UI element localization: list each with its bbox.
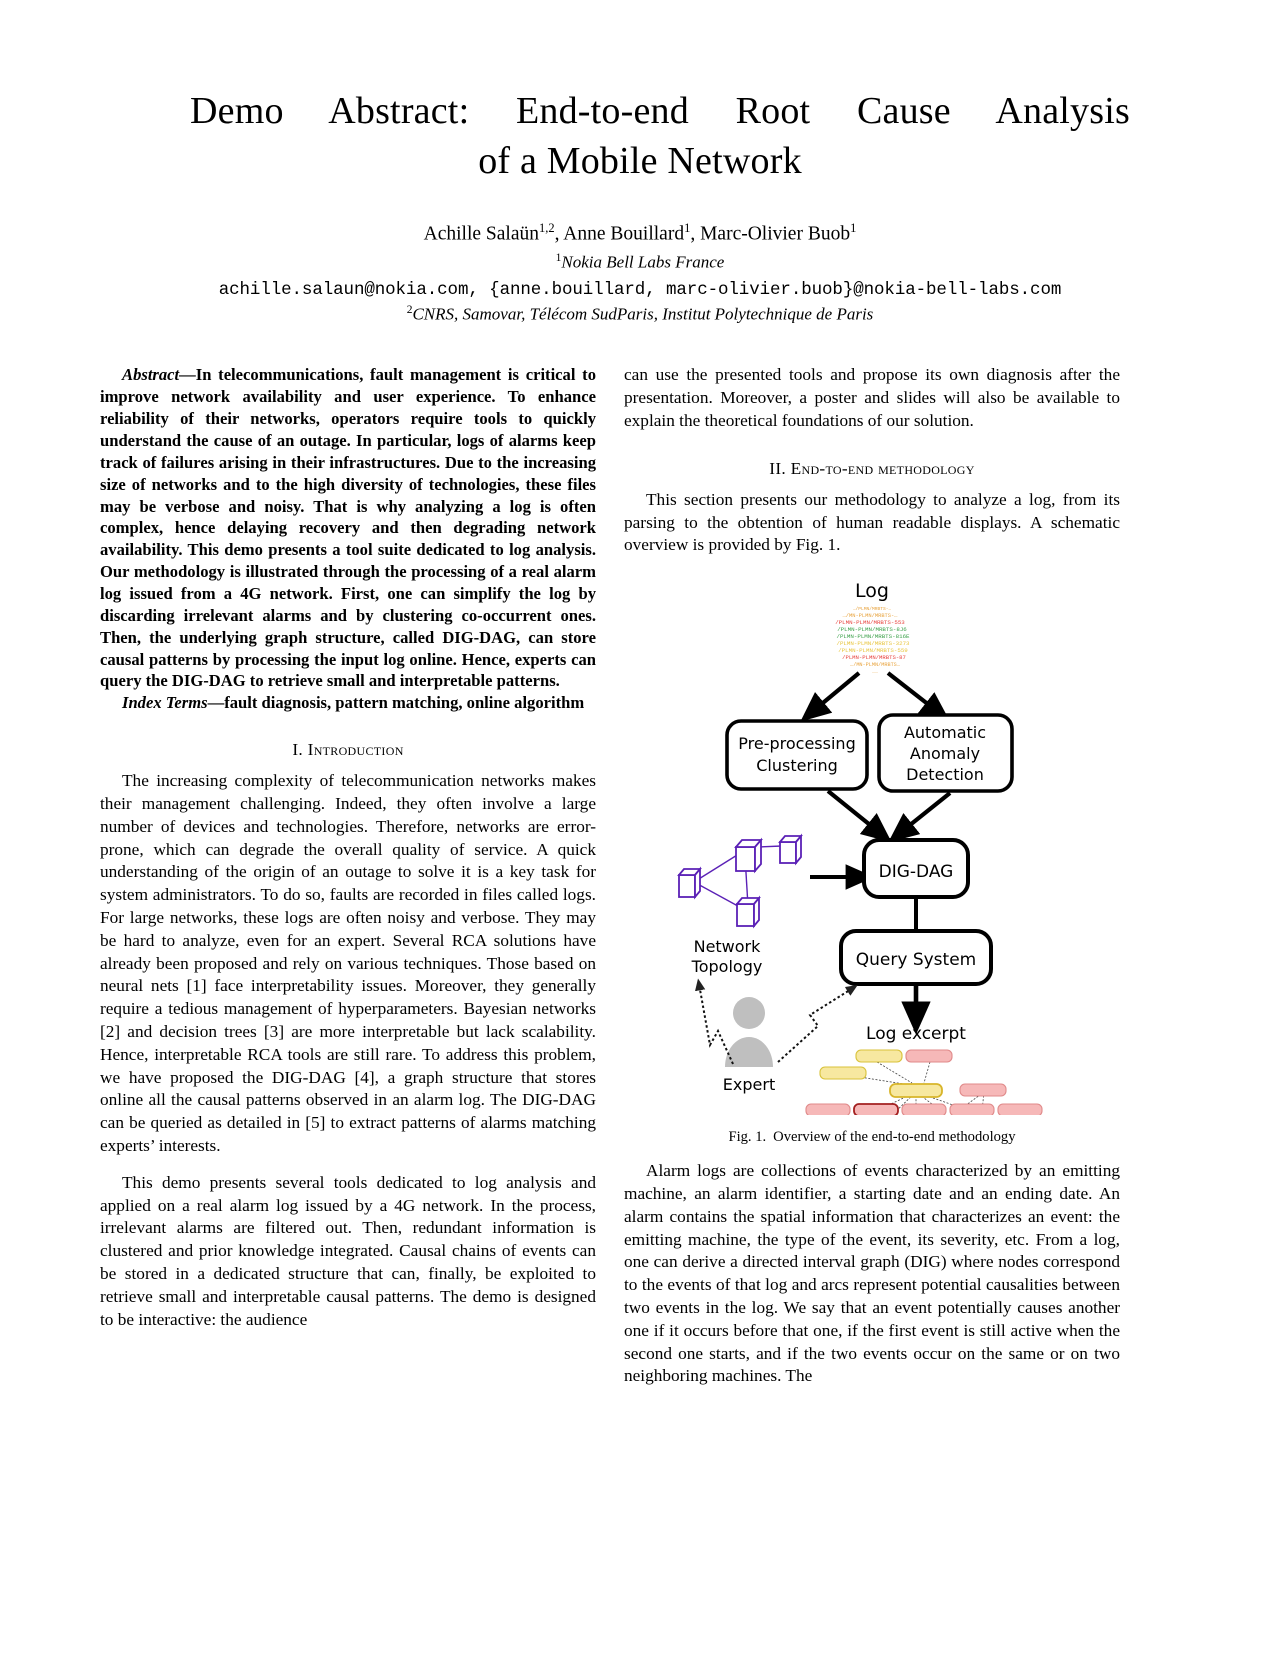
page-title <box>190 86 1130 186</box>
author-emails: achille.salaun@nokia.com, {anne.bouillard, marc-olivier.buob}@nokia-bell-labs.com <box>218 279 1062 300</box>
node-preprocessing-line-1: Pre-processing <box>738 734 856 754</box>
log-line-9: …… <box>872 670 878 676</box>
author-3: , Marc-Olivier Buob <box>690 223 851 245</box>
author-1-affil-marker: 1,2 <box>539 221 555 236</box>
node-query-system-label: Query System <box>855 950 977 971</box>
arrow-log-to-anomaly <box>888 673 938 712</box>
log-line-8: …/MN-PLMN/MRBTS… <box>850 662 900 669</box>
abstract-label: Abstract <box>122 365 180 385</box>
affiliation-1-text: Nokia Bell Labs France <box>561 252 725 272</box>
abstract-text: —In telecommunications, fault management is critical to improve network availability and user experience. To enhance reliability of their networks, operators require tools to quickly understand the cause of an outage. In particular, logs of alarms keep track of failures arising in their infrastructures. Due to the increasing size of networks and to the high diversity of technologies, these files may be verbose and noisy. That is why analyzing a log is often complex, hence delaying recovery and then degrading network availability. This demo presents a tool suite dedicated to log analysis. Our methodology is illustrated through the processing of a real alarm log issued from a 4G network. First, one can simplify the log by discarding irrelevant alarms and by clustering co-occurrent ones. Then, the underlying graph structure, called DIG-DAG, can store causal patterns by processing the input log online. Hence, experts can query the DIG-DAG to retrieve small and interpretable patterns. <box>100 365 596 691</box>
arrow-expert-to-query <box>778 988 853 1062</box>
log-sample-lines <box>835 606 910 675</box>
section-heading-introduction <box>100 740 596 760</box>
node-anomaly-line-3: Detection <box>906 765 984 785</box>
node-dig-dag-label: DIG-DAG <box>878 862 954 883</box>
author-2-affil-marker: 1 <box>684 221 691 236</box>
log-line-5: /PLMN-PLMN/MRBTS-3273 <box>836 640 910 648</box>
section-number-methodology: II. <box>769 458 786 478</box>
affiliation-1-marker: 1 <box>555 252 562 265</box>
methodology-paragraph-2: Alarm logs are collections of events characterized by an emitting machine, an alarm identifier, a starting date and an ending date. An alarm contains the spatial information that characterizes an event: the emitting machine, the type of the event, its severity, etc. From a log, one can derive a directed interval graph (DIG) where nodes correspond to the events of that log and arcs represent potential causalities between two events in the log. We say that an event potentially causes another one if it occurs before that one, if the first event is still active when the second one starts, and if the two events occur on the same or on two neighboring machines. The <box>624 1161 1120 1386</box>
figure-1-caption-text: Overview of the end-to-end methodology <box>773 1129 1016 1146</box>
expert-avatar <box>725 997 773 1067</box>
arrow-log-to-preprocessing <box>812 673 859 712</box>
topology-cube-a <box>736 840 761 871</box>
figure-1-caption <box>624 1129 1120 1146</box>
index-terms-text: —fault diagnosis, pattern matching, online algorithm <box>207 693 585 713</box>
section-title-methodology: End-to-end methodology <box>790 458 975 478</box>
topology-cube-c <box>679 869 700 897</box>
figure-1-caption-label: Fig. 1. <box>728 1129 767 1146</box>
topology-cube-b <box>780 836 801 863</box>
affiliation-2 <box>0 304 1280 325</box>
log-excerpt-graph <box>806 1050 1042 1115</box>
log-line-3: /PLMN-PLMN/MRBTS-8J6 <box>837 626 907 634</box>
section-heading-methodology <box>624 459 1120 479</box>
node-automatic-anomaly-detection <box>879 715 1012 791</box>
index-terms-label: Index Terms <box>122 693 208 713</box>
affiliation-1 <box>0 252 1280 273</box>
node-dig-dag <box>864 840 968 897</box>
log-line-1: …/MN-PLMN/MRBTS-… <box>842 613 898 620</box>
author-2: , Anne Bouillard <box>554 223 685 245</box>
right-column <box>624 364 1120 1388</box>
log-line-0: …/PLMN/MRBTS-… <box>852 607 892 613</box>
node-preprocessing-clustering <box>727 721 867 789</box>
log-line-7: /PLMN-PLMN/MRBTS-87 <box>842 654 906 662</box>
affiliation-2-marker: 2 <box>406 303 413 316</box>
figure-1-diagram <box>632 575 1112 1115</box>
title-block <box>0 0 1280 324</box>
arrow-anomaly-to-digdag <box>900 793 950 833</box>
log-label: Log <box>855 580 889 603</box>
section-number-introduction: I. <box>292 740 304 760</box>
intro-paragraph-2: This demo presents several tools dedicated to log analysis and applied on a real alarm log issued by a 4G network. In the process, irrelevant alarms are filtered out. Then, redundant information is clustered and prior knowledge integrated. Causal chains of events can be stored in a dedicated structure that can, finally, be exploited to retrieve small and interpretable causal patterns. The demo is designed to be interactive: the audience <box>100 1172 596 1329</box>
network-topology-label-1: Network <box>693 937 761 957</box>
author-3-affil-marker: 1 <box>850 221 857 236</box>
expert-label: Expert <box>722 1075 776 1095</box>
network-topology-label-2: Topology <box>691 957 763 977</box>
node-anomaly-line-1: Automatic <box>903 723 987 743</box>
arrow-expert-to-topology <box>699 984 733 1064</box>
left-column <box>100 364 596 1388</box>
methodology-paragraph-1: This section presents our methodology to analyze a log, from its parsing to the obtention of human readable displays. A schematic overview is provided by Fig. 1. <box>624 489 1120 555</box>
node-query-system <box>841 931 991 984</box>
author-1: Achille Salaün <box>423 223 539 245</box>
log-excerpt-label: Log excerpt <box>866 1024 966 1045</box>
abstract-paragraph <box>100 364 596 692</box>
log-line-2: /PLMN-PLMN/MRBTS-553 <box>835 619 905 627</box>
right-paragraph-1: can use the presented tools and propose its own diagnosis after the presentation. Moreover, a poster and slides will also be available to explain the theoretical foundations of our solution. <box>624 365 1120 431</box>
topology-cube-d <box>737 898 759 926</box>
body-columns <box>0 364 1280 1388</box>
author-list <box>0 220 1280 248</box>
intro-paragraph-1: The increasing complexity of telecommunication networks makes their management challenging. Indeed, they often involve a large number of devices and technologies. Therefore, networks are error-prone, which can degrade the overall quality of service. A quick understanding of the origin of an outage to solve it is a key task for system administrators. To do so, faults are recorded in files called logs. For large networks, these logs are often noisy and verbose. They may be hard to analyze, even for an expert. Several RCA solutions have already been proposed and rely on various techniques. Those based on neural nets [1] face interpretability issues. Moreover, they generally require a tedious management of hyperparameters. Bayesian networks [2] and decision trees [3] are more interpretable but lack scalability. Hence, interpretable RCA tools are still rare. To address this problem, we have proposed the DIG-DAG [4], a graph structure that stores online all the causal patterns observed in an alarm log. The DIG-DAG can be queried as detailed in [5] to extract patterns of alarms matching experts’ interests. <box>100 771 596 1155</box>
log-line-4: /PLMN-PLMN/MRBTS-816E <box>836 633 910 641</box>
network-topology-graphic <box>679 836 801 926</box>
log-line-6: /PLMN-PLMN/MRBTS-559 <box>838 647 908 655</box>
figure-1 <box>624 575 1120 1146</box>
section-title-introduction: Introduction <box>307 740 404 760</box>
node-preprocessing-line-2: Clustering <box>756 756 838 776</box>
arrow-preprocessing-to-digdag <box>828 791 880 833</box>
title-line-2: of a Mobile Network <box>478 140 802 183</box>
node-anomaly-line-2: Anomaly <box>909 744 981 764</box>
affiliation-2-text: CNRS, Samovar, Télécom SudParis, Institut Polytechnique de Paris <box>412 304 874 324</box>
title-line-1: Demo Abstract: End-to-end Root Cause Analysis <box>190 90 1130 132</box>
index-terms-paragraph <box>100 692 596 714</box>
